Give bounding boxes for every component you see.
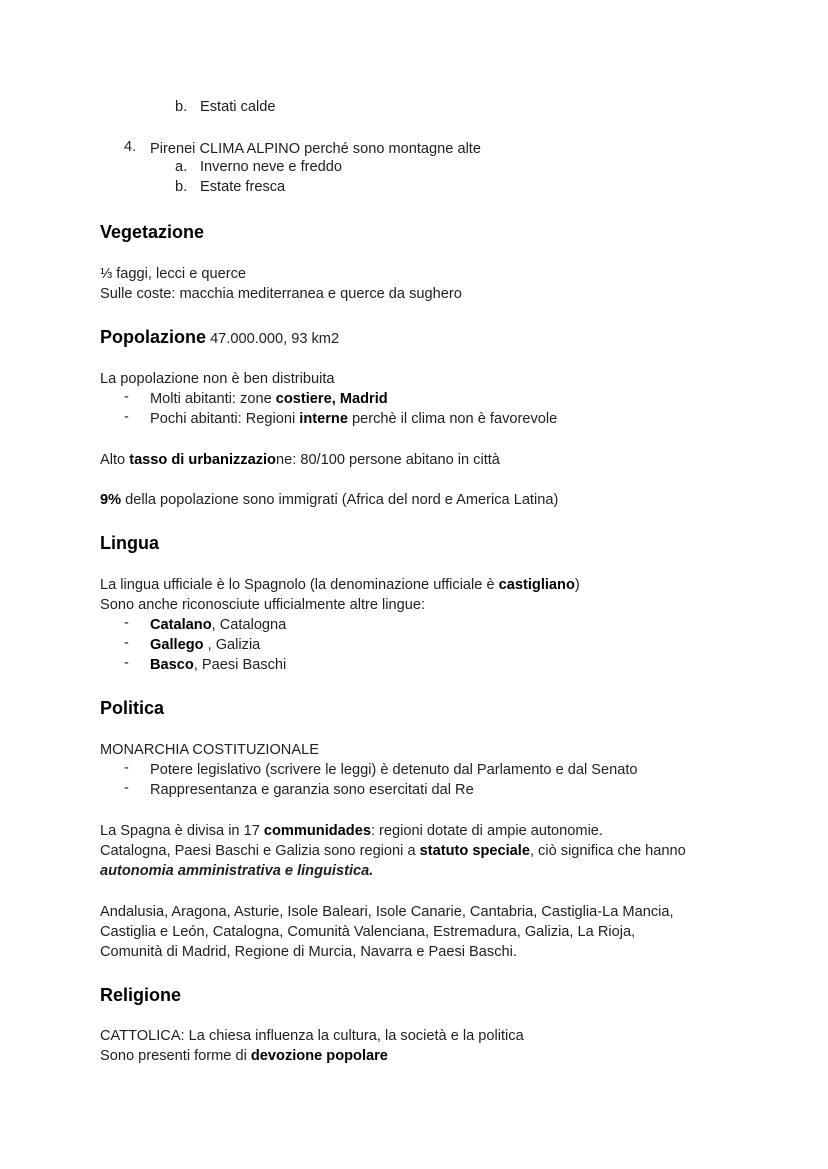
bullet-dash: - [124,389,129,405]
bold-text: Gallego [150,637,204,653]
text: ) [574,577,580,593]
text: Pochi abitanti: Regioni [150,411,300,427]
bullet-dash: - [124,760,129,776]
paragraph-line: Sulle coste: macchia mediterranea e querce da sughero [100,286,462,302]
text: Molti abitanti: zone [150,391,276,407]
paragraph-line [100,490,558,510]
paragraph-line: Sono anche riconosciute ufficialmente altre lingue: [100,597,426,613]
heading-vegetazione: Vegetazione [100,222,205,242]
list-text: Estati calde [200,99,276,115]
bold-text: Basco [150,657,194,673]
bold-text: costiere, Madrid [275,391,388,407]
heading-extra: 47.000.000, 93 km2 [206,331,340,347]
bold-text: tasso di urbanizzazio [129,452,276,468]
bullet-text [150,655,286,675]
text: , Catalogna [211,617,287,633]
text: ne: 80/100 persone abitano in città [275,452,500,468]
text: , Paesi Baschi [193,657,287,673]
paragraph-line: MONARCHIA COSTITUZIONALE [100,742,319,758]
heading-lingua: Lingua [100,533,159,553]
bullet-text: Rappresentanza e garanzia sono esercitati dal Re [150,782,474,798]
text: Sono presenti forme di [100,1048,251,1064]
bullet-dash: - [124,655,129,671]
text: : regioni dotate di ampie autonomie. [370,823,603,839]
text: La lingua ufficiale è lo Spagnolo (la denominazione ufficiale è [100,577,499,593]
paragraph-line [100,575,580,595]
bold-text: statuto speciale [419,843,530,859]
bullet-text [150,409,557,429]
paragraph-line: La popolazione non è ben distribuita [100,371,335,387]
list-text: Inverno neve e freddo [200,159,342,175]
bullet-text [150,615,286,635]
list-text: Pirenei CLIMA ALPINO perché sono montagne alte [150,141,481,157]
heading-religione: Religione [100,985,182,1005]
paragraph-line [100,1046,388,1066]
paragraph-line: Andalusia, Aragona, Asturie, Isole Baleari, Isole Canarie, Cantabria, Castiglia-La Mancia, [100,904,674,920]
text: della popolazione sono immigrati (Africa del nord e America Latina) [121,492,559,508]
paragraph-line [100,821,603,841]
heading-popolazione [100,325,339,349]
text: perchè il clima non è favorevole [347,411,558,427]
paragraph-line: ⅓ faggi, lecci e querce [100,266,247,282]
text: La Spagna è divisa in 17 [100,823,264,839]
bullet-dash: - [124,409,129,425]
bold-text: 9% [100,492,122,508]
bold-text: interne [299,411,348,427]
bold-text: devozione popolare [250,1048,388,1064]
bold-text: Catalano [150,617,212,633]
bold-text: castigliano [498,577,575,593]
list-text: Estate fresca [200,179,286,195]
text: Alto [100,452,130,468]
bullet-text: Potere legislativo (scrivere le leggi) è detenuto dal Parlamento e dal Senato [150,762,638,778]
list-number: 4. [124,139,137,155]
bullet-text [150,389,388,409]
list-label: a. [175,159,188,175]
text: , ciò significa che hanno [529,843,686,859]
bullet-dash: - [124,615,129,631]
bullet-dash: - [124,780,129,796]
paragraph-line: Castiglia e León, Catalogna, Comunità Valenciana, Estremadura, Galizia, La Rioja, [100,924,636,940]
paragraph-line [100,450,500,470]
text: , Galizia [203,637,261,653]
heading-politica: Politica [100,698,165,718]
text: Catalogna, Paesi Baschi e Galizia sono regioni a [100,843,420,859]
paragraph-line: Comunità di Madrid, Regione di Murcia, Navarra e Paesi Baschi. [100,944,517,960]
heading-text: Popolazione [100,327,207,347]
paragraph-line: CATTOLICA: La chiesa influenza la cultura, la società e la politica [100,1028,524,1044]
bold-italic-line: autonomia amministrativa e linguistica. [100,863,374,879]
list-label: b. [175,99,188,115]
paragraph-line [100,841,686,861]
bullet-dash: - [124,635,129,651]
bullet-text [150,635,260,655]
list-label: b. [175,179,188,195]
bold-text: communidades [263,823,371,839]
